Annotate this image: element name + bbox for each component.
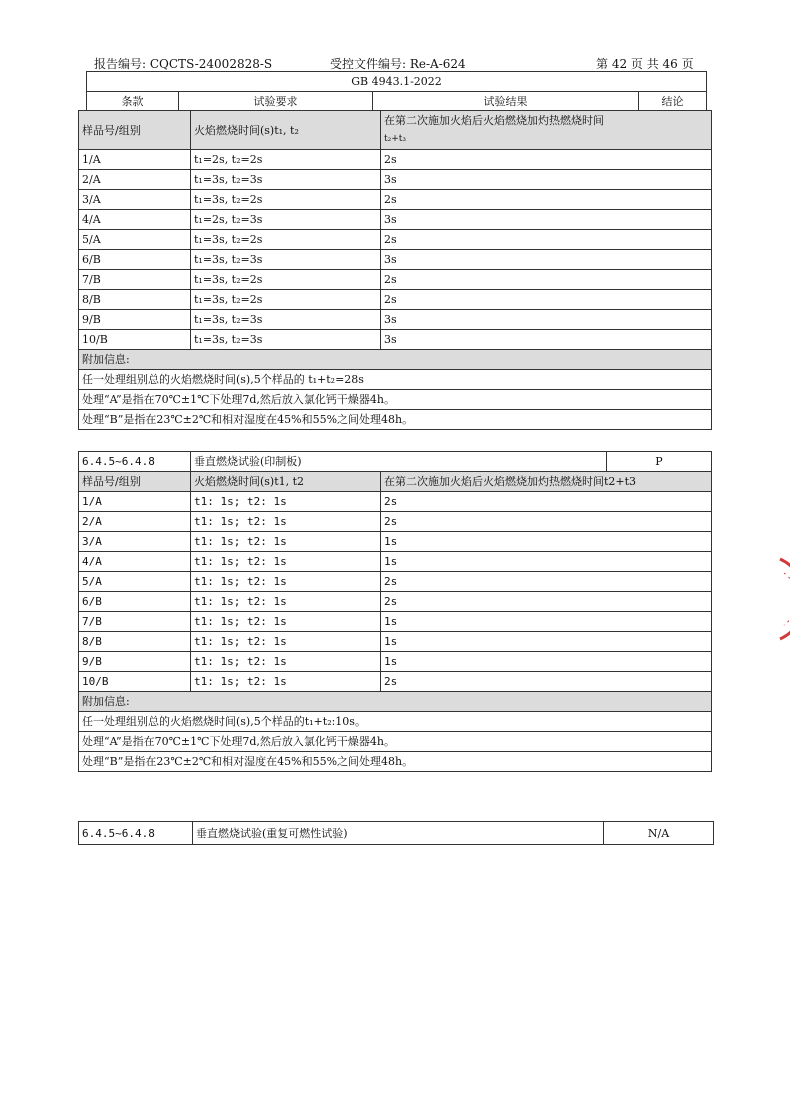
- t2-time-cell: t1: 1s; t2: 1s: [191, 612, 381, 632]
- t1-row: [79, 290, 712, 310]
- t2-sample-cell: 9/B: [79, 652, 191, 672]
- col-requirement: 试验要求: [179, 92, 373, 112]
- t2-col-second: 在第二次施加火焰后火焰燃烧加灼热燃烧时间t2+t3: [381, 472, 712, 492]
- t1-sample-cell: 7/B: [79, 270, 191, 290]
- t2-time-cell: t1: 1s; t2: 1s: [191, 672, 381, 692]
- t2-sample-cell: 3/A: [79, 532, 191, 552]
- t1-sample-cell: 5/A: [79, 230, 191, 250]
- t2-note-3: 处理“B”是指在23℃±2℃和相对湿度在45%和55%之间处理48h。: [79, 752, 712, 772]
- standard-title: GB 4943.1-2022: [87, 72, 707, 92]
- col-verdict: 结论: [639, 92, 707, 112]
- col-clause: 条款: [87, 92, 179, 112]
- t1-row: [79, 190, 712, 210]
- t1-col-time: 火焰燃烧时间(s)t₁, t₂: [191, 111, 381, 150]
- t2-sample-cell: 6/B: [79, 592, 191, 612]
- standard-header: [86, 71, 707, 112]
- t2-time-cell: t1: 1s; t2: 1s: [191, 492, 381, 512]
- seal-stamp-icon: [770, 555, 790, 643]
- t1-col-second: [381, 111, 712, 150]
- t1-col-second-sub: t₂+t₃: [384, 134, 406, 144]
- t1-row: [79, 310, 712, 330]
- t1-time-cell: t₁=3s, t₂=3s: [191, 310, 381, 330]
- t2-result-cell: 1s: [381, 552, 712, 572]
- t2-result-cell: 1s: [381, 612, 712, 632]
- t1-note-2: 处理“A”是指在70℃±1℃下处理7d,然后放入氯化钙干燥器4h。: [79, 390, 712, 410]
- t1-time-cell: t₁=3s, t₂=2s: [191, 270, 381, 290]
- t1-result-cell: 2s: [381, 270, 712, 290]
- t2-sample-cell: 10/B: [79, 672, 191, 692]
- t2-title: 垂直燃烧试验(印制板): [191, 452, 607, 472]
- t2-col-sample: 样品号/组别: [79, 472, 191, 492]
- t1-time-cell: t₁=3s, t₂=3s: [191, 330, 381, 350]
- t1-result-cell: 3s: [381, 250, 712, 270]
- t2-time-cell: t1: 1s; t2: 1s: [191, 632, 381, 652]
- t1-row: [79, 230, 712, 250]
- t2-time-cell: t1: 1s; t2: 1s: [191, 552, 381, 572]
- t1-col-second-label: 在第二次施加火焰后火焰燃烧加灼热燃烧时间: [384, 114, 604, 127]
- t2-row: [79, 492, 712, 512]
- t2-sample-cell: 2/A: [79, 512, 191, 532]
- flame-test-table-3: [78, 821, 714, 845]
- t1-time-cell: t₁=3s, t₂=2s: [191, 230, 381, 250]
- t2-verdict: P: [607, 452, 712, 472]
- t1-result-cell: 3s: [381, 310, 712, 330]
- t1-sample-cell: 9/B: [79, 310, 191, 330]
- t2-row: [79, 592, 712, 612]
- t2-sample-cell: 8/B: [79, 632, 191, 652]
- t1-sample-cell: 1/A: [79, 150, 191, 170]
- flame-test-table-2: [78, 451, 712, 772]
- report-number: 报告编号: CQCTS-24002828-S: [94, 57, 273, 71]
- t1-time-cell: t₁=2s, t₂=2s: [191, 150, 381, 170]
- t1-note-1: 任一处理组别总的火焰燃烧时间(s),5个样品的 t₁+t₂=28s: [79, 370, 712, 390]
- t1-sample-cell: 8/B: [79, 290, 191, 310]
- t2-row: [79, 552, 712, 572]
- t2-note-1: 任一处理组别总的火焰燃烧时间(s),5个样品的t₁+t₂:10s。: [79, 712, 712, 732]
- t2-row: [79, 652, 712, 672]
- control-number: 受控文件编号: Re-A-624: [330, 57, 466, 71]
- t2-col-time: 火焰燃烧时间(s)t1, t2: [191, 472, 381, 492]
- t2-result-cell: 1s: [381, 632, 712, 652]
- t2-row: [79, 512, 712, 532]
- t2-time-cell: t1: 1s; t2: 1s: [191, 592, 381, 612]
- t2-sample-cell: 5/A: [79, 572, 191, 592]
- t1-time-cell: t₁=2s, t₂=3s: [191, 210, 381, 230]
- t1-note-3: 处理“B”是指在23℃±2℃和相对湿度在45%和55%之间处理48h。: [79, 410, 712, 430]
- t2-result-cell: 1s: [381, 532, 712, 552]
- t1-sample-cell: 2/A: [79, 170, 191, 190]
- t2-result-cell: 2s: [381, 492, 712, 512]
- t2-result-cell: 2s: [381, 672, 712, 692]
- t1-row: [79, 250, 712, 270]
- t2-sample-cell: 4/A: [79, 552, 191, 572]
- t2-time-cell: t1: 1s; t2: 1s: [191, 572, 381, 592]
- t1-result-cell: 2s: [381, 290, 712, 310]
- t2-time-cell: t1: 1s; t2: 1s: [191, 512, 381, 532]
- t2-result-cell: 2s: [381, 592, 712, 612]
- t1-result-cell: 2s: [381, 190, 712, 210]
- t2-result-cell: 2s: [381, 572, 712, 592]
- t2-notes-title: 附加信息:: [79, 692, 712, 712]
- t2-time-cell: t1: 1s; t2: 1s: [191, 532, 381, 552]
- t2-clause: 6.4.5~6.4.8: [79, 452, 191, 472]
- page-number: 第 42 页 共 46 页: [596, 57, 694, 71]
- t2-row: [79, 572, 712, 592]
- flame-test-table-1: [78, 110, 712, 430]
- t2-row: [79, 612, 712, 632]
- t2-sample-cell: 1/A: [79, 492, 191, 512]
- t1-time-cell: t₁=3s, t₂=2s: [191, 290, 381, 310]
- col-result: 试验结果: [373, 92, 639, 112]
- t1-result-cell: 3s: [381, 210, 712, 230]
- t1-row: [79, 150, 712, 170]
- t1-sample-cell: 3/A: [79, 190, 191, 210]
- t3-verdict: N/A: [604, 822, 714, 845]
- t1-row: [79, 270, 712, 290]
- t2-row: [79, 632, 712, 652]
- t1-result-cell: 3s: [381, 330, 712, 350]
- t1-col-sample: 样品号/组别: [79, 111, 191, 150]
- t1-time-cell: t₁=3s, t₂=2s: [191, 190, 381, 210]
- t2-row: [79, 532, 712, 552]
- t1-sample-cell: 6/B: [79, 250, 191, 270]
- t1-result-cell: 3s: [381, 170, 712, 190]
- t2-result-cell: 1s: [381, 652, 712, 672]
- t3-title: 垂直燃烧试验(重复可燃性试验): [193, 822, 604, 845]
- t1-result-cell: 2s: [381, 230, 712, 250]
- t1-result-cell: 2s: [381, 150, 712, 170]
- t2-result-cell: 2s: [381, 512, 712, 532]
- t2-note-2: 处理“A”是指在70℃±1℃下处理7d,然后放入氯化钙干燥器4h。: [79, 732, 712, 752]
- t1-row: [79, 170, 712, 190]
- t1-sample-cell: 4/A: [79, 210, 191, 230]
- t2-sample-cell: 7/B: [79, 612, 191, 632]
- t1-time-cell: t₁=3s, t₂=3s: [191, 170, 381, 190]
- t2-row: [79, 672, 712, 692]
- t1-row: [79, 330, 712, 350]
- t3-clause: 6.4.5~6.4.8: [79, 822, 193, 845]
- t2-time-cell: t1: 1s; t2: 1s: [191, 652, 381, 672]
- t1-row: [79, 210, 712, 230]
- t1-notes-title: 附加信息:: [79, 350, 712, 370]
- t1-time-cell: t₁=3s, t₂=3s: [191, 250, 381, 270]
- t1-sample-cell: 10/B: [79, 330, 191, 350]
